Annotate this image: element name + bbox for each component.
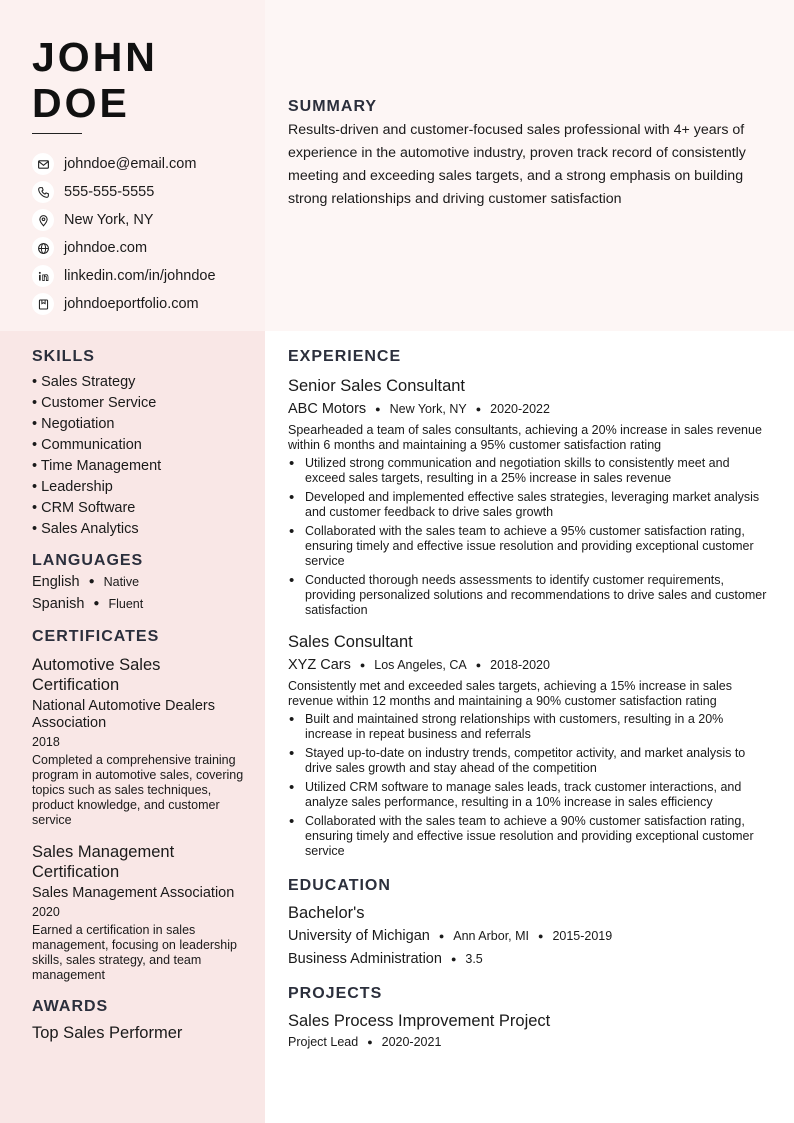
contact-phone-text: 555-555-5555 <box>64 184 155 200</box>
experience-heading: EXPERIENCE <box>288 348 402 365</box>
separator-dot: ● <box>438 930 445 941</box>
location-icon <box>32 209 54 231</box>
job-bullets <box>288 712 770 859</box>
job-entry <box>288 632 770 859</box>
job-bullet: • Stayed up-to-date on industry trends, competitor activity, and market analysis to drive sales growth and stay ahead of the competition <box>288 746 770 776</box>
job-bullet: • Developed and implemented effective sales strategies, leveraging market analysis and customer feedback to drive sales growth <box>288 490 770 520</box>
separator-dot: ● <box>88 576 95 587</box>
certificate-item <box>32 655 247 828</box>
job-bullet: • Collaborated with the sales team to achieve a 90% customer satisfaction rating, ensuring timely and effective issue resolution and providing exceptional customer service <box>288 814 770 859</box>
languages-heading: LANGUAGES <box>32 552 144 569</box>
language-name: Spanish <box>32 595 85 612</box>
job-description: Spearheaded a team of sales consultants, achieving a 20% increase in sales revenue within 6 months and maintaining a 95% customer satisfaction rating <box>288 423 762 452</box>
separator-dot: ● <box>538 930 544 941</box>
education-school: University of Michigan <box>288 927 430 944</box>
language-level: Fluent <box>108 596 144 611</box>
globe-icon <box>32 237 54 259</box>
contact-linkedin-text: linkedin.com/in/johndoe <box>64 268 216 284</box>
education-field: Business Administration <box>288 950 442 967</box>
job-title: Senior Sales Consultant <box>288 377 466 395</box>
job-company: XYZ Cars <box>288 657 351 673</box>
award-item: Top Sales Performer <box>32 1024 183 1042</box>
skills-heading: SKILLS <box>32 348 95 365</box>
certificate-name: Automotive Sales Certification <box>32 656 161 694</box>
skill-item: • Negotiation <box>32 416 115 432</box>
right-column <box>288 348 770 1052</box>
skills-list <box>32 372 247 540</box>
skill-item: • Customer Service <box>32 395 157 411</box>
projects-heading: PROJECTS <box>288 985 383 1002</box>
separator-dot: ● <box>475 660 482 670</box>
job-meta <box>288 399 770 419</box>
job-bullet: • Conducted thorough needs assessments to identify customer requirements, providing personalized solutions and recommendations to drive sales and customer satisfaction <box>288 573 770 618</box>
skill-item: • Sales Analytics <box>32 521 139 537</box>
job-meta <box>288 655 770 675</box>
name-divider <box>32 133 82 134</box>
summary-text: Results-driven and customer-focused sales professional with 4+ years of experience in the automotive industry, proven track record of consistently meeting and exceeding sales targets, and a strong emphasis on building strong relationships and driving customer satisfaction <box>288 122 746 207</box>
education-gpa: 3.5 <box>465 951 483 966</box>
contact-portfolio[interactable] <box>32 290 216 318</box>
contact-location <box>32 206 216 234</box>
certificate-org: Sales Management Association <box>32 885 235 901</box>
candidate-name <box>32 34 158 126</box>
job-description: Consistently met and exceeded sales targets, achieving a 15% increase in sales revenue within 12 months and maintaining a 90% customer satisfaction rating <box>288 679 733 708</box>
certificate-desc: Earned a certification in sales management, focusing on leadership skills, sales strategy, and team management <box>32 923 237 982</box>
contact-phone[interactable] <box>32 178 216 206</box>
job-title: Sales Consultant <box>288 633 413 651</box>
contact-portfolio-text: johndoeportfolio.com <box>64 296 199 312</box>
contact-email-text: johndoe@email.com <box>64 156 197 172</box>
certificate-name: Sales Management Certification <box>32 843 175 881</box>
contact-location-text: New York, NY <box>64 212 154 228</box>
skill-item: • CRM Software <box>32 500 136 516</box>
phone-icon <box>32 181 54 203</box>
skill-item: • Time Management <box>32 458 162 474</box>
contact-website-text: johndoe.com <box>64 240 148 256</box>
language-name: English <box>32 573 80 590</box>
certificate-year: 2018 <box>32 735 60 749</box>
project-dates: 2020-2021 <box>381 1035 442 1049</box>
language-item <box>32 593 247 614</box>
linkedin-icon <box>32 265 54 287</box>
summary-heading: SUMMARY <box>288 98 378 115</box>
project-meta <box>288 1032 770 1052</box>
education-location: Ann Arbor, MI <box>453 928 529 943</box>
project-role: Project Lead <box>288 1035 359 1049</box>
certificate-desc: Completed a comprehensive training program in automotive sales, covering topics such as sales techniques, product knowledge, and customer service <box>32 753 244 827</box>
certificate-org: National Automotive Dealers Association <box>32 698 215 731</box>
separator-dot: ● <box>475 404 482 414</box>
job-dates: 2018-2020 <box>490 658 550 672</box>
contact-website[interactable] <box>32 234 216 262</box>
job-bullet: • Utilized strong communication and negotiation skills to consistently meet and exceed sales targets, resulting in a 25% increase in sales revenue <box>288 456 770 486</box>
education-field-row <box>288 948 770 969</box>
certificate-year: 2020 <box>32 905 60 919</box>
job-bullet: • Utilized CRM software to manage sales leads, track customer interactions, and analyze sales performance, resulting in a 10% increase in sales efficiency <box>288 780 770 810</box>
language-item <box>32 571 247 592</box>
job-location: Los Angeles, CA <box>374 658 467 672</box>
portfolio-icon <box>32 293 54 315</box>
job-bullet: • Collaborated with the sales team to achieve a 95% customer satisfaction rating, ensuring timely and effective issue resolution and providing exceptional customer service <box>288 524 770 569</box>
certificates-heading: CERTIFICATES <box>32 628 160 645</box>
separator-dot: ● <box>375 404 381 414</box>
project-name: Sales Process Improvement Project <box>288 1012 551 1030</box>
education-school-row <box>288 925 770 946</box>
skill-item: • Leadership <box>32 479 113 495</box>
certificate-item <box>32 842 247 983</box>
contact-linkedin[interactable] <box>32 262 216 290</box>
separator-dot: ● <box>359 660 366 670</box>
job-dates: 2020-2022 <box>490 402 550 416</box>
education-dates: 2015-2019 <box>552 928 613 943</box>
language-level: Native <box>103 574 140 589</box>
first-name: JOHN <box>32 34 158 80</box>
separator-dot: ● <box>367 1037 373 1047</box>
job-entry <box>288 376 770 618</box>
contact-list <box>32 150 216 318</box>
left-column <box>32 348 247 1043</box>
education-degree: Bachelor's <box>288 904 365 922</box>
separator-dot: ● <box>93 598 100 609</box>
awards-heading: AWARDS <box>32 998 109 1015</box>
job-bullet: • Built and maintained strong relationships with customers, resulting in a 20% increase in repeat business and referrals <box>288 712 770 742</box>
job-company: ABC Motors <box>288 401 367 417</box>
email-icon <box>32 153 54 175</box>
last-name: DOE <box>32 80 130 126</box>
skill-item: • Communication <box>32 437 142 453</box>
contact-email[interactable] <box>32 150 216 178</box>
job-bullets <box>288 456 770 618</box>
skill-item: • Sales Strategy <box>32 374 136 390</box>
education-heading: EDUCATION <box>288 877 391 894</box>
separator-dot: ● <box>450 953 457 964</box>
job-location: New York, NY <box>389 402 467 416</box>
summary-section <box>288 98 768 211</box>
